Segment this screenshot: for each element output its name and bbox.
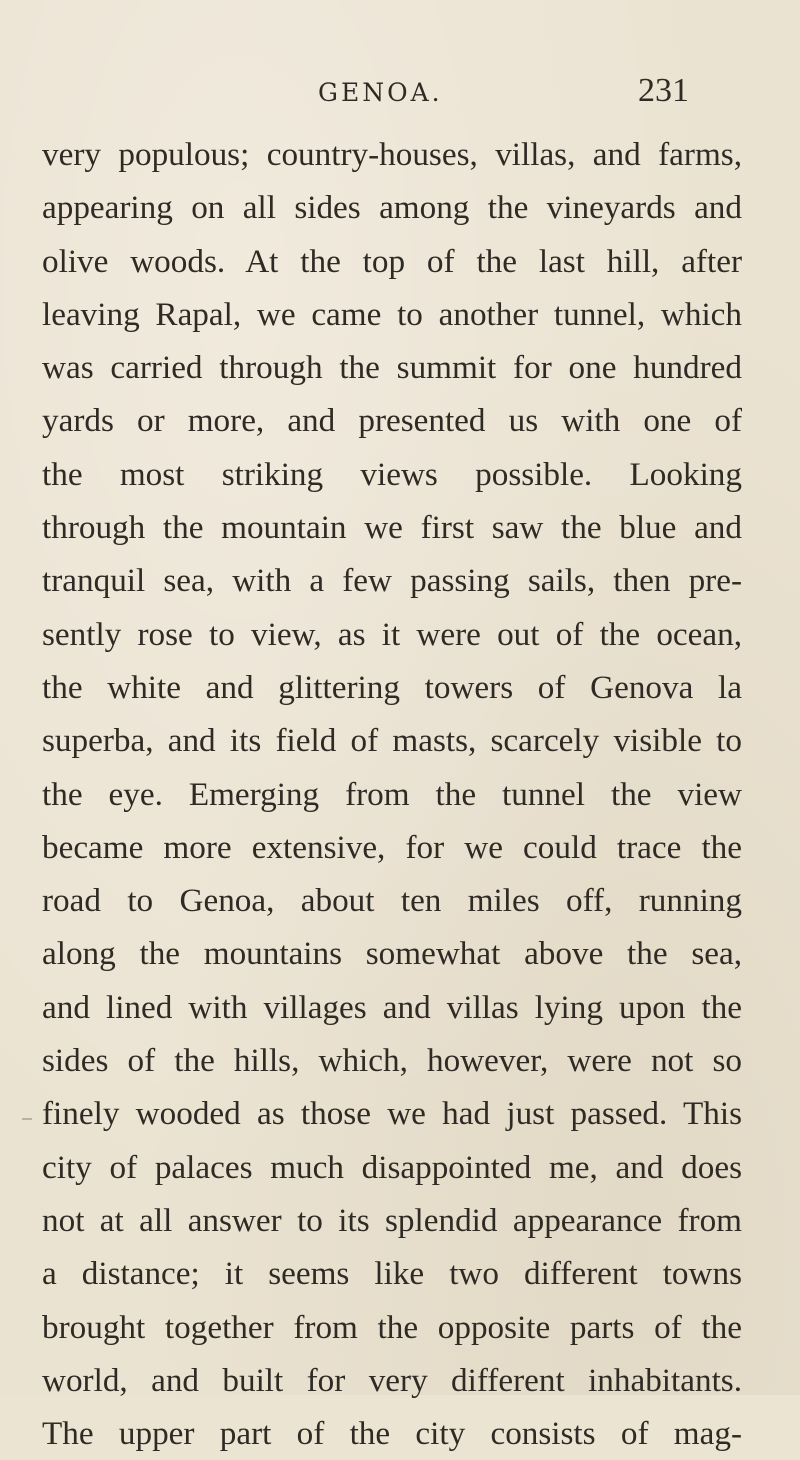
text-line: not at all answer to its splendid appearance from [42, 1201, 742, 1239]
text-line: olive woods. At the top of the last hill, after [42, 242, 742, 280]
page-header [0, 72, 800, 112]
text-line: became more extensive, for we could trace the [42, 828, 742, 866]
text-line: city of palaces much disappointed me, and does [42, 1148, 742, 1186]
text-line: sides of the hills, which, however, were not so [42, 1042, 742, 1080]
running-head: GENOA. [318, 78, 443, 107]
text-line: along the mountains somewhat above the sea, [42, 935, 742, 973]
text-line: through the mountain we first saw the blue and [42, 509, 742, 547]
text-line: the most striking views possible. Looking [42, 455, 742, 493]
text-line: the white and glittering towers of Genova la [42, 668, 742, 706]
page-number: 231 [638, 72, 689, 109]
text-line: the eye. Emerging from the tunnel the view [42, 775, 742, 813]
text-line: tranquil sea, with a few passing sails, then pre- [42, 562, 742, 600]
text-line: brought together from the opposite parts of the [42, 1308, 742, 1346]
text-line: and lined with villages and villas lying upon the [42, 988, 742, 1026]
text-line: very populous; country-houses, villas, and farms, [42, 136, 742, 173]
text-line: was carried through the summit for one hundred [42, 349, 742, 387]
text-line: superba, and its field of masts, scarcely visible to [42, 722, 742, 760]
text-line: road to Genoa, about ten miles off, running [42, 882, 742, 920]
text-line: a distance; it seems like two different towns [42, 1255, 742, 1293]
text-line: appearing on all sides among the vineyards and [42, 189, 742, 227]
text-line: sently rose to view, as it were out of the ocean, [42, 615, 742, 653]
text-line: yards or more, and presented us with one of [42, 402, 742, 440]
margin-mark [22, 1118, 32, 1120]
text-line: finely wooded as those we had just passed. This [42, 1095, 742, 1133]
text-line: leaving Rapal, we came to another tunnel, which [42, 295, 742, 333]
text-line: The upper part of the city consists of mag- [42, 1415, 742, 1453]
text-line: world, and built for very different inhabitants. [42, 1361, 742, 1399]
body-text [42, 128, 742, 1460]
